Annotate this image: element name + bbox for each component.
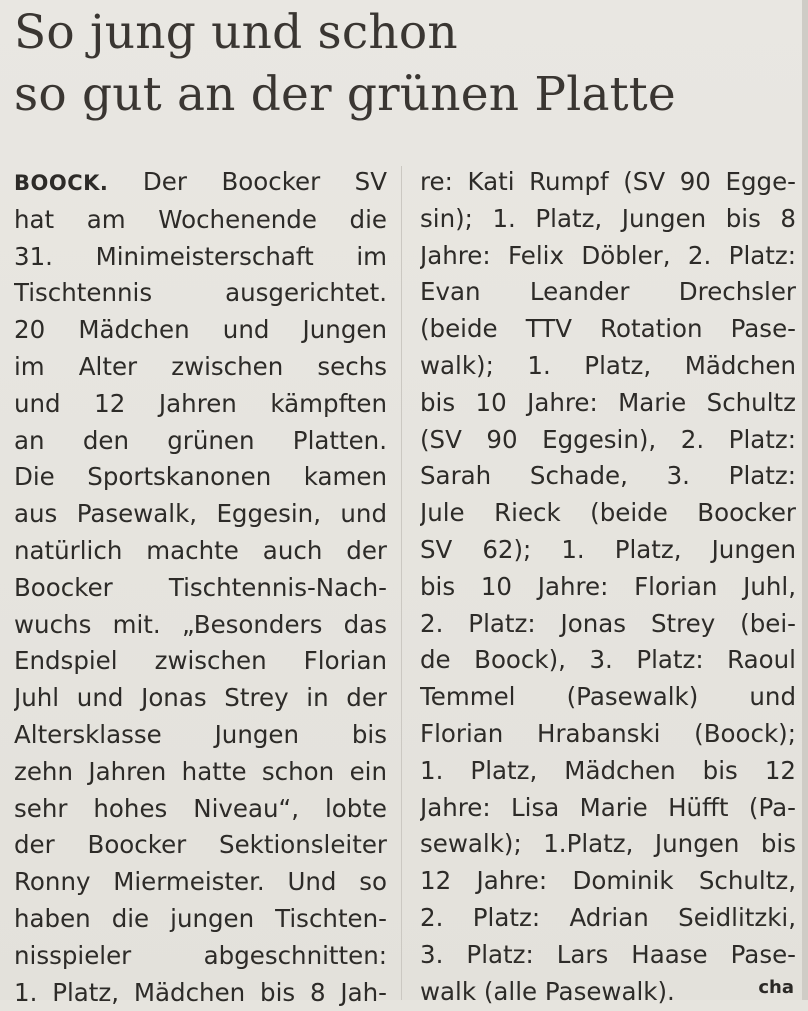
text-line: hat am Wochenende die: [14, 204, 387, 234]
text-line: Temmel (Pasewalk) und: [420, 682, 796, 712]
text-line: haben die jungen Tischten-: [14, 903, 387, 933]
text-line: 12 Jahre: Dominik Schultz,: [420, 866, 796, 896]
text-line: Die Sportskanonen kamen: [14, 462, 387, 492]
text-line: Jahre: Felix Döbler, 2. Platz:: [420, 240, 796, 270]
text-line: SV 62); 1. Platz, Jungen: [420, 534, 796, 564]
headline-line-1: So jung und schon: [14, 5, 458, 60]
text-line: Evan Leander Drechsler: [420, 277, 796, 307]
text-line: 2. Platz: Jonas Strey (bei-: [420, 608, 796, 638]
text-line: Jahre: Lisa Marie Hüfft (Pa-: [420, 792, 796, 822]
text-line: Endspiel zwischen Florian: [14, 646, 387, 676]
text-line: zehn Jahren hatte schon ein: [14, 756, 387, 786]
text-line: aus Pasewalk, Eggesin, und: [14, 499, 387, 529]
text-line: Jule Rieck (beide Boocker: [420, 498, 796, 528]
text-line: (SV 90 Eggesin), 2. Platz:: [420, 424, 796, 454]
text-line: an den grünen Platten.: [14, 425, 387, 455]
text-line: 20 Mädchen und Jungen: [14, 315, 387, 345]
text-line: re: Kati Rumpf (SV 90 Egge-: [420, 167, 796, 196]
text-line: 1. Platz, Mädchen bis 12: [420, 755, 796, 785]
text-line: de Boock), 3. Platz: Raoul: [420, 645, 796, 675]
text-line: walk); 1. Platz, Mädchen: [420, 350, 796, 380]
text-line: 2. Platz: Adrian Seidlitzki,: [420, 902, 796, 932]
text-line: Ronny Miermeister. Und so: [14, 867, 387, 897]
text-line: Tischtennis ausgerichtet.: [14, 278, 387, 308]
headline: [14, 2, 794, 126]
text-line: Florian Hrabanski (Boock);: [420, 718, 796, 748]
text-line: sehr hohes Niveau“, lobte: [14, 793, 387, 823]
text-line: Sarah Schade, 3. Platz:: [420, 461, 796, 491]
text-line: nisspieler abgeschnitten:: [14, 940, 387, 970]
text-line: (beide TTV Rotation Pase-: [420, 314, 796, 344]
text-line: im Alter zwischen sechs: [14, 351, 387, 381]
text-line: wuchs mit. „Besonders das: [14, 609, 387, 639]
article-column-left: [14, 164, 387, 1011]
article-column-right: [420, 164, 796, 1010]
text-line: Altersklasse Jungen bis: [14, 719, 387, 749]
text-line: bis 10 Jahre: Florian Juhl,: [420, 571, 796, 601]
text-line: 3. Platz: Lars Haase Pase-: [420, 939, 796, 969]
text-line: sewalk); 1.Platz, Jungen bis: [420, 829, 796, 859]
text-line: sin); 1. Platz, Jungen bis 8: [420, 203, 796, 233]
text-line: 1. Platz, Mädchen bis 8 Jah-: [14, 977, 387, 1007]
column-divider: [401, 166, 402, 1000]
text-line: und 12 Jahren kämpften: [14, 388, 387, 418]
author-byline: cha: [758, 977, 794, 998]
text-line: Boocker Tischtennis-Nach-: [14, 572, 387, 602]
first-line-text: Der Boocker SV: [142, 167, 387, 196]
text-line-last: walk (alle Pasewalk).: [420, 976, 675, 1006]
text-line: Juhl und Jonas Strey in der: [14, 683, 387, 713]
text-line: 31. Minimeisterschaft im: [14, 241, 387, 271]
article-first-line: [14, 164, 387, 202]
text-line: natürlich machte auch der: [14, 535, 387, 565]
headline-line-2: so gut an der grünen Platte: [14, 67, 676, 122]
dateline: BOOCK.: [14, 171, 109, 195]
text-line: der Boocker Sektionsleiter: [14, 830, 387, 860]
text-line: bis 10 Jahre: Marie Schultz: [420, 387, 796, 417]
paper-edge: [802, 0, 808, 1000]
